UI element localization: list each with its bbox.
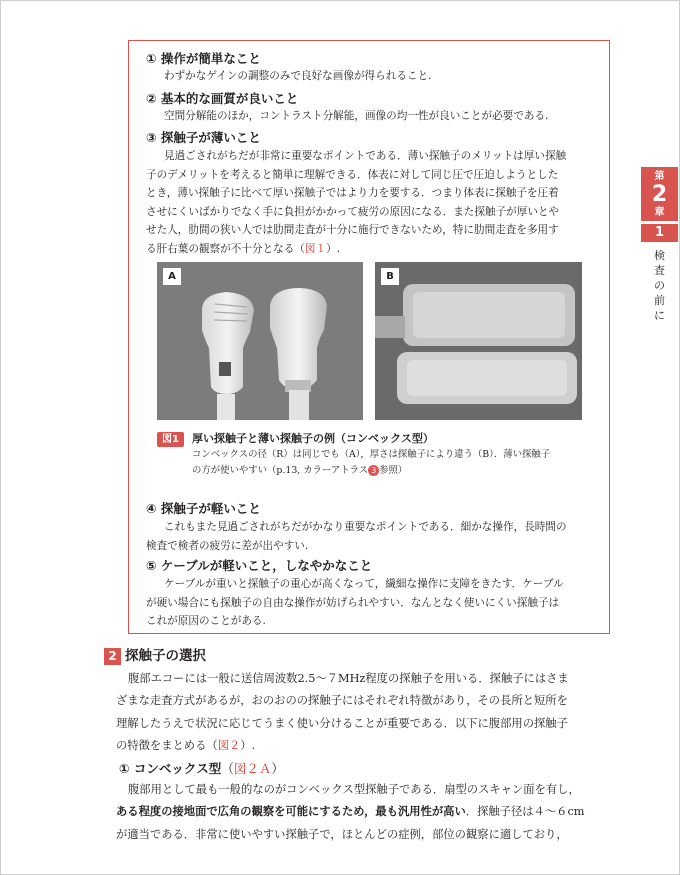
section-title: 探触子の選択 <box>125 648 206 664</box>
item-line: 見過ごされがちだが非常に重要なポイントである．薄い探触子のメリットは厚い探触 <box>164 150 567 162</box>
photo-label-a: A <box>163 268 181 285</box>
chapter-title-char: 前 <box>654 294 665 307</box>
item-line: これもまた見過ごされがちだがかなり重要なポイントである．細かな操作，長時間の <box>164 521 567 533</box>
paragraph-line: 腹部エコーには一般に送信周波数2.5～７MHz程度の探触子を用いる．探触子にはさま <box>128 672 569 685</box>
section-paragraph-2 <box>116 779 616 846</box>
photo-b-probes <box>375 262 582 420</box>
item-title: ③ 探触子が薄いこと <box>146 130 261 145</box>
section-paragraph-1 <box>116 668 616 757</box>
line-text: る肝右葉の観察が不十分となる（ <box>146 242 305 255</box>
item-title: ② 基本的な画質が良いこと <box>146 91 299 106</box>
chapter-prefix: 第 <box>654 171 665 182</box>
caption-line <box>192 463 592 479</box>
caption-text: の方が使いやすい（p.13, カラーアトラス <box>192 465 369 476</box>
figure-ref-link[interactable]: 図２Ａ <box>233 761 272 776</box>
line-text: ）. <box>240 738 256 752</box>
chapter-title-char: 検 <box>654 249 665 262</box>
item-line <box>146 240 601 259</box>
section-badge: 2 <box>104 648 121 665</box>
caption-line: コンベックスの径（R）は同じでも（A），厚さは探触子により違う（B）．薄い探触子 <box>192 449 551 460</box>
item-line: これが原因のことがある. <box>146 615 266 627</box>
line-text: の特徴をまとめる（ <box>116 738 218 752</box>
chapter-tab[interactable] <box>641 167 678 323</box>
item-line: 検査で検者の疲労に差が出やすい. <box>146 539 309 552</box>
section-number: 1 <box>641 224 678 242</box>
paragraph-line <box>116 801 616 823</box>
chapter-title-char: の <box>654 279 665 292</box>
item-body <box>146 518 601 555</box>
item-thin-probe <box>146 129 601 258</box>
figure-ref-link[interactable]: 図２ <box>217 738 241 752</box>
item-image-quality <box>146 90 619 126</box>
chapter-title-vertical <box>641 248 678 323</box>
item-title: ④ 探触子が軽いこと <box>146 501 261 516</box>
probe-illustration-a <box>157 262 363 420</box>
item-title: ① 操作が簡単なこと <box>146 51 261 66</box>
chapter-suffix: 章 <box>654 207 665 218</box>
subsection-ref-open: （ <box>221 761 234 776</box>
item-line: が硬い場合にも探触子の自由な操作が妨げられやすい．なんとなく使いにくい探触子は <box>146 596 560 609</box>
item-line: ケーブルが重いと探触子の重心が高くなって，繊細な操作に支障をきたす．ケーブル <box>164 578 564 590</box>
chapter-number-block <box>641 167 678 221</box>
item-body <box>146 67 619 86</box>
item-title: ⑤ ケーブルが軽いこと，しなやかなこと <box>146 558 373 573</box>
figure-ref-link[interactable]: 図１ <box>304 242 327 255</box>
item-body <box>146 107 619 126</box>
chapter-title-char: に <box>654 309 665 322</box>
figure-title: 厚い探触子と薄い探触子の例（コンベックス型） <box>192 432 434 445</box>
caption-text: 参照） <box>379 465 408 476</box>
item-light-probe <box>146 500 601 555</box>
figure-badge: 図1 <box>157 432 184 447</box>
photo-a-probes <box>157 262 363 420</box>
item-line: させにくいばかりでなく手に負担がかかって疲労の原因になる．また探触子が厚いとや <box>146 205 560 218</box>
line-text: ）. <box>326 242 341 255</box>
paragraph-line: 理解したうえで状況に応じてうまく使い分けることが重要である．以下に腹部用の探触子 <box>116 716 568 730</box>
item-light-cable <box>146 557 601 631</box>
figure-caption <box>192 447 592 479</box>
item-line: とき，薄い探触子に比べて厚い探触子ではより力を要する．つまり体表に探触子を圧着 <box>146 187 559 199</box>
probe-illustration-b <box>375 262 582 420</box>
item-body <box>146 147 601 258</box>
chapter-title-char: 査 <box>654 264 665 277</box>
item-ease-of-operation <box>146 50 619 86</box>
paragraph-line: ざまな走査方式があるが，おのおのの探触子にはそれぞれ特徴があり，その長所と短所を <box>116 694 568 708</box>
chapter-number: 2 <box>651 182 668 207</box>
photo-label-b: B <box>381 268 399 285</box>
item-line: わずかなゲインの調整のみで良好な画像が得られること. <box>164 70 432 82</box>
paragraph-line: が適当である．非常に使いやすい探触子で，ほとんどの症例，部位の観察に適しており， <box>116 827 568 841</box>
color-atlas-number-icon: 3 <box>368 465 379 476</box>
paragraph-line: 腹部用として最も一般的なのがコンベックス型探触子である．扇型のスキャン面を有し， <box>128 783 580 796</box>
emphasis-text: ある程度の接地面で広角の観察を可能にするため，最も汎用性が高い <box>116 805 466 819</box>
item-body <box>146 575 601 631</box>
item-line: せた人，肋間の狭い人では肋間走査が十分に施行できないため，特に肋間走査を多用す <box>146 224 559 236</box>
item-line: 子のデメリットを考えると簡単に理解できる．体表に対して同じ圧で圧迫しようとした <box>146 168 559 181</box>
subsection-ref-close: ） <box>271 761 284 776</box>
paragraph-line <box>116 735 616 757</box>
subsection-title <box>119 760 284 778</box>
item-line: 空間分解能のほか，コントラスト分解能，画像の均一性が良いことが必要である. <box>164 110 549 122</box>
subsection-label: ① コンベックス型 <box>119 761 222 776</box>
line-text: ．探触子径は４～６cm <box>465 805 585 819</box>
